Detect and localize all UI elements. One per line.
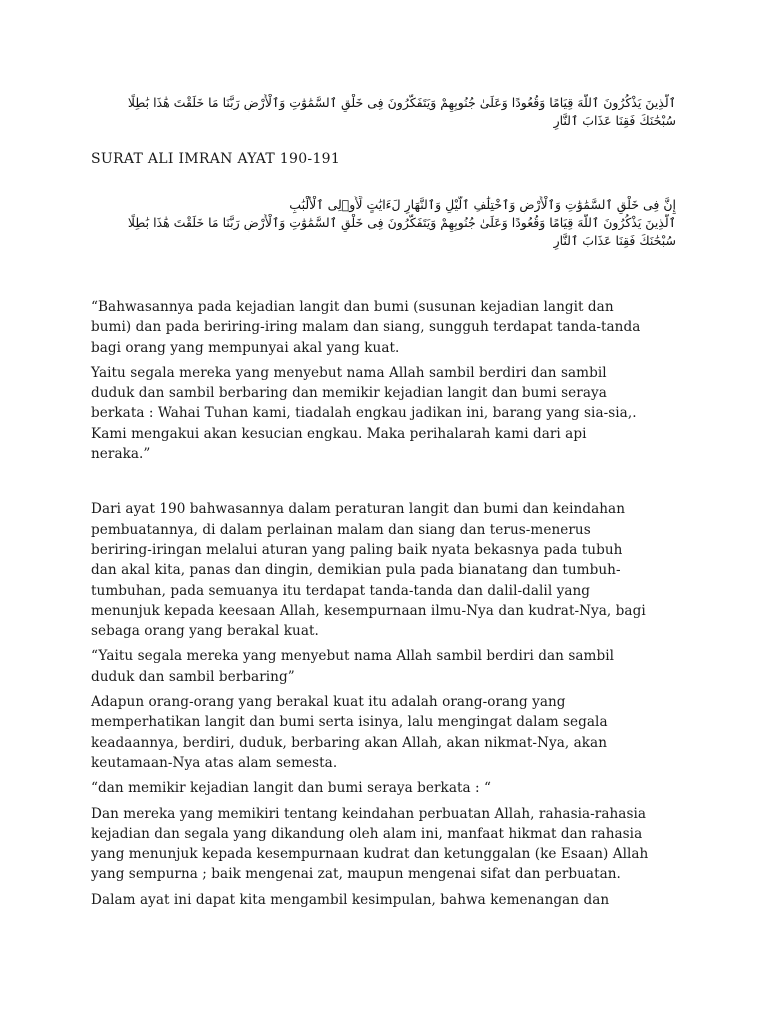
arabic-verse-ayat (91, 196, 676, 250)
translation-paragraph-1 (91, 297, 676, 358)
translation-paragraph-2 (91, 363, 676, 464)
text-line: Dalam ayat ini dapat kita mengambil kesimpulan, bahwa kemenangan dan (91, 891, 610, 908)
commentary-paragraph-2 (91, 692, 676, 773)
text-line: yang menunjuk kepada kesempurnaan kudrat dan ketunggalan (ke Esaan) Allah (91, 846, 649, 863)
text-line: “Yaitu segala mereka yang menyebut nama Allah sambil berdiri dan sambil (91, 648, 615, 665)
text-line: duduk dan sambil berbaring dan memikir kejadian langit dan bumi seraya (91, 385, 607, 402)
arabic-line: ٱلَّذِينَ يَذْكُرُونَ ٱللَّهَ قِيَامًا وَقُعُودًا وَعَلَىٰ جُنُوبِهِمْ وَيَتَفَكَّرُونَ فِى خَلْقِ ٱلسَّمَٰوَٰتِ وَٱلْأَرْضِ رَبَّنَا مَا خَلَقْتَ هَٰذَا بَٰطِلًا (127, 215, 676, 230)
text-line: Kami mengakui akan kesucian engkau. Maka perihalarah kami dari api (91, 425, 587, 442)
text-line: keutamaan-Nya atas alam semesta. (91, 754, 338, 771)
text-line: tumbuhan, pada semuanya itu terdapat tanda-tanda dan dalil-dalil yang (91, 582, 591, 599)
commentary-paragraph-1 (91, 499, 676, 641)
text-line: berkata : Wahai Tuhan kami, tiadalah engkau jadikan ini, barang yang sia-sia,. (91, 405, 637, 422)
text-line: Adapun orang-orang yang berakal kuat itu adalah orang-orang yang (91, 694, 566, 711)
document-page (91, 90, 676, 910)
commentary-paragraph-3 (91, 804, 676, 885)
arabic-verse-top (91, 94, 676, 130)
text-line: sebaga orang yang berakal kuat. (91, 623, 319, 640)
text-line: menunjuk kepada keesaan Allah, kesempurnaan ilmu-Nya dan kudrat-Nya, bagi (91, 602, 646, 619)
arabic-line: ٱلَّذِينَ يَذْكُرُونَ ٱللَّهَ قِيَامًا وَقُعُودًا وَعَلَىٰ جُنُوبِهِمْ وَيَتَفَكَّرُونَ فِى خَلْقِ ٱلسَّمَٰوَٰتِ وَٱلْأَرْضِ رَبَّنَا مَا خَلَقْتَ هَٰذَا بَٰطِلًا (127, 95, 676, 110)
text-line: dan akal kita, panas dan dingin, demikian pula pada bianatang dan tumbuh- (91, 562, 621, 579)
quote-paragraph-1 (91, 646, 676, 687)
text-line: Dan mereka yang memikiri tentang keindahan perbuatan Allah, rahasia-rahasia (91, 805, 647, 822)
text-line: “dan memikir kejadian langit dan bumi seraya berkata : “ (91, 780, 492, 797)
text-line: bumi) dan pada beriring-iring malam dan siang, sungguh terdapat tanda-tanda (91, 319, 641, 336)
text-line: “Bahwasannya pada kejadian langit dan bumi (susunan kejadian langit dan (91, 299, 614, 315)
text-line: kejadian dan segala yang dikandung oleh alam ini, manfaat hikmat dan rahasia (91, 825, 643, 842)
text-line: keadaannya, berdiri, duduk, berbaring akan Allah, akan nikmat-Nya, akan (91, 734, 608, 751)
commentary-paragraph-4 (91, 890, 676, 910)
arabic-line: إِنَّ فِى خَلْقِ ٱلسَّمَٰوَٰتِ وَٱلْأَرْضِ وَٱخْتِلَٰفِ ٱلَّيْلِ وَٱلنَّهَارِ لَءَايَٰتٍ لِّأُو۟لِى ٱلْأَلْبَٰبِ (289, 197, 676, 212)
text-line: Yaitu segala mereka yang menyebut nama Allah sambil berdiri dan sambil (91, 364, 607, 381)
text-line: duduk dan sambil berbaring” (91, 668, 295, 685)
text-line: memperhatikan langit dan bumi serta isinya, lalu mengingat dalam segala (91, 714, 608, 731)
text-line: pembuatannya, di dalam perlainan malam dan siang dan terus-menerus (91, 521, 591, 538)
surah-heading: SURAT ALI IMRAN AYAT 190-191 (91, 151, 341, 167)
arabic-line: سُبْحَٰنَكَ فَقِنَا عَذَابَ ٱلنَّارِ (553, 113, 676, 128)
text-line: neraka.” (91, 446, 151, 463)
quote-paragraph-2 (91, 778, 676, 798)
text-line: bagi orang yang mempunyai akal yang kuat. (91, 339, 400, 356)
text-line: Dari ayat 190 bahwasannya dalam peraturan langit dan bumi dan keindahan (91, 501, 625, 518)
arabic-line: سُبْحَٰنَكَ فَقِنَا عَذَابَ ٱلنَّارِ (553, 233, 676, 248)
text-line: beriring-iringan melalui aturan yang paling baik nyata bekasnya pada tubuh (91, 541, 623, 558)
text-line: yang sempurna ; baik mengenai zat, maupun mengenai sifat dan perbuatan. (91, 866, 621, 883)
